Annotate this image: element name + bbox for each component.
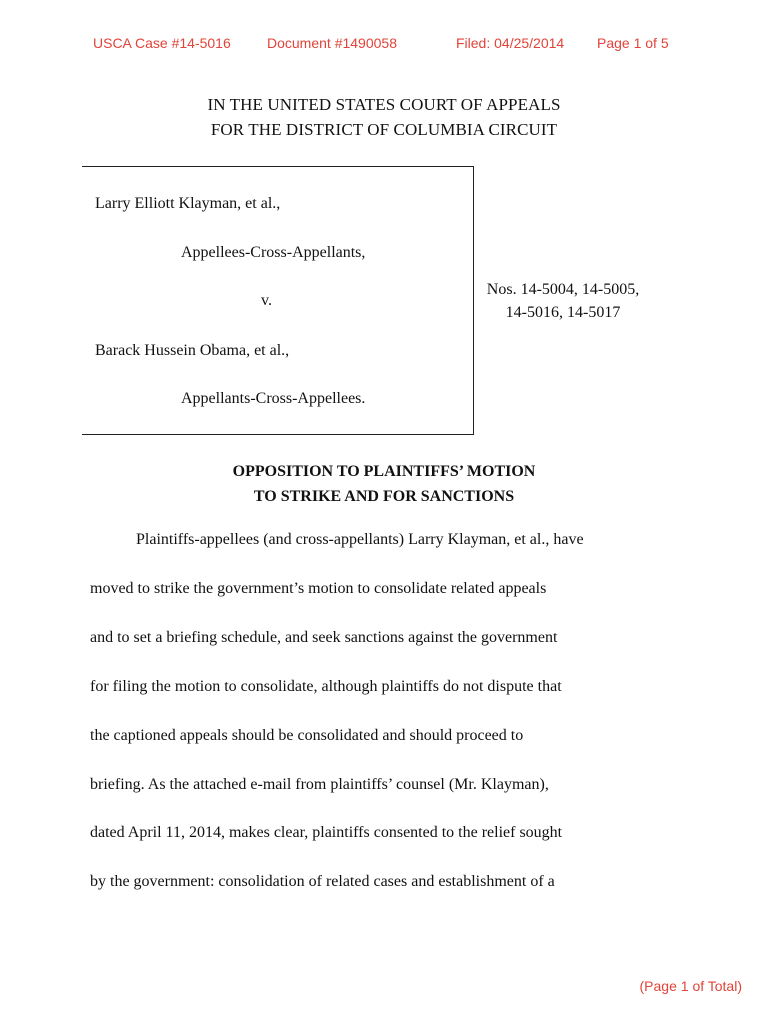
header-case-number: USCA Case #14-5016 [93, 35, 231, 51]
document-title-line-2: TO STRIKE AND FOR SANCTIONS [253, 488, 515, 505]
header-filed-date: Filed: 04/25/2014 [456, 35, 565, 51]
body-line: by the government: consolidation of related cases and establishment of a [90, 873, 555, 890]
body-line: and to set a briefing schedule, and seek sanctions against the government [90, 629, 558, 646]
body-line: briefing. As the attached e-mail from plaintiffs’ counsel (Mr. Klayman), [90, 776, 549, 793]
body-line: dated April 11, 2014, makes clear, plaintiffs consented to the relief sought [90, 824, 563, 841]
footer-page-total: (Page 1 of Total) [639, 978, 742, 994]
case-numbers-line-2: 14-5016, 14-5017 [505, 304, 621, 321]
body-line: moved to strike the government’s motion to consolidate related appeals [90, 580, 547, 597]
court-name-line-2: FOR THE DISTRICT OF COLUMBIA CIRCUIT [210, 120, 558, 139]
body-line: for filing the motion to consolidate, although plaintiffs do not dispute that [90, 678, 562, 695]
caption-party-1: Larry Elliott Klayman, et al., [95, 195, 281, 212]
caption-role-1: Appellees-Cross-Appellants, [181, 244, 366, 261]
caption-role-2: Appellants-Cross-Appellees. [181, 390, 366, 407]
header-document-number: Document #1490058 [267, 35, 397, 51]
header-page-number: Page 1 of 5 [597, 35, 669, 51]
body-line: Plaintiffs-appellees (and cross-appellants) Larry Klayman, et al., have [136, 531, 584, 548]
court-name-line-1: IN THE UNITED STATES COURT OF APPEALS [207, 95, 561, 114]
caption-versus: v. [261, 292, 272, 309]
body-line: the captioned appeals should be consolidated and should proceed to [90, 727, 524, 744]
caption-party-2: Barack Hussein Obama, et al., [95, 342, 290, 359]
document-title-line-1: OPPOSITION TO PLAINTIFFS’ MOTION [232, 463, 536, 480]
case-numbers-line-1: Nos. 14-5004, 14-5005, [486, 281, 640, 298]
